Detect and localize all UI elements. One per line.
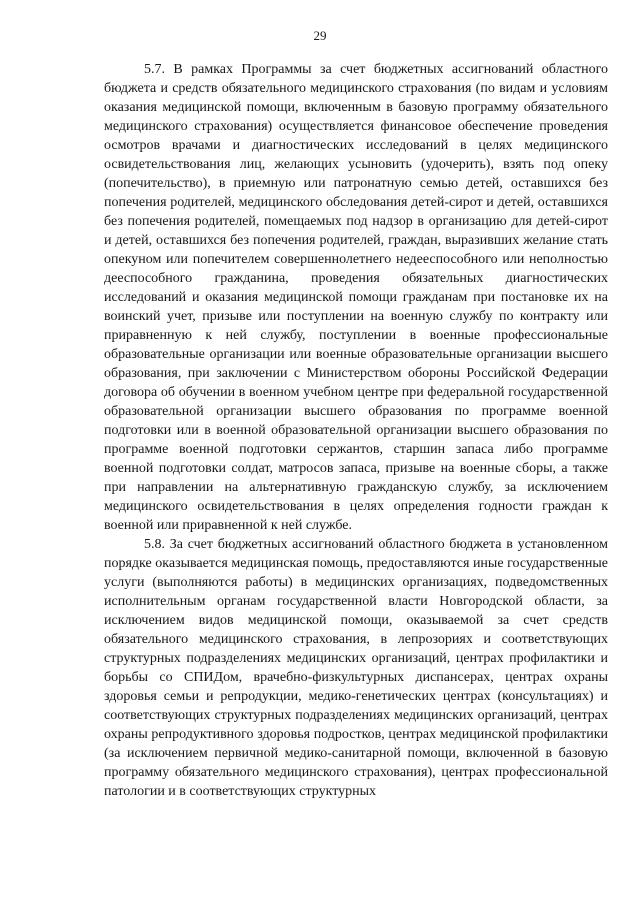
page-number: 29	[313, 28, 327, 43]
paragraph-5-7: 5.7. В рамках Программы за счет бюджетных ассигнований областного бюджета и средств обязательного медицинского страхования (по видам и условиям оказания медицинской помощи, включенным в базовую программу обязательного медицинского страхования) осуществляется финансовое обеспечение проведения осмотров врачами и диагностических исследований в целях медицинского освидетельствования лиц, желающих усыновить (удочерить), взять под опеку (попечительство), в приемную или патронатную семью детей, оставшихся без попечения родителей, медицинского обследования детей-сирот и детей, оставшихся без попечения родителей, помещаемых под надзор в организацию для детей-сирот и детей, оставшихся без попечения родителей, граждан, выразивших желание стать опекуном или попечителем совершеннолетнего недееспособного или неполностью дееспособного гражданина, проведения обязательных диагностических исследований и оказания медицинской помощи гражданам при постановке их на воинский учет, призыве или поступлении на военную службу по контракту или приравненную к ней службу, поступлении в военные профессиональные образовательные организации или военные образовательные организации высшего образования, при заключении с Министерством обороны Российской Федерации договора об обучении в военном учебном центре при федеральной государственной образовательной организации высшего образования по программе военной подготовки или в военной образовательной организации высшего образования по программе военной подготовки сержантов, старшин запаса либо программе военной подготовки солдат, матросов запаса, призыве на военные сборы, а также при направлении на альтернативную гражданскую службу, за исключением медицинского освидетельствования в целях определения годности граждан к военной или приравненной к ней службе.	[104, 62, 608, 533]
document-body	[104, 60, 608, 801]
paragraph-5-8: 5.8. За счет бюджетных ассигнований областного бюджета в установленном порядке оказывается медицинская помощь, предоставляются иные государственные услуги (выполняются работы) в медицинских организациях, подведомственных исполнительным органам государственной власти Новгородской области, за исключением видов медицинской помощи, оказываемой за счет средств обязательного медицинского страхования, в лепрозориях и соответствующих структурных подразделениях медицинских организаций, центрах профилактики и борьбы со СПИДом, врачебно-физкультурных диспансерах, центрах охраны здоровья семьи и репродукции, медико-генетических центрах (консультациях) и соответствующих структурных подразделениях медицинских организаций, центрах охраны репродуктивного здоровья подростков, центрах медицинской профилактики (за исключением первичной медико-санитарной помощи, включенной в базовую программу обязательного медицинского страхования), центрах профессиональной патологии и в соответствующих структурных	[104, 537, 608, 799]
